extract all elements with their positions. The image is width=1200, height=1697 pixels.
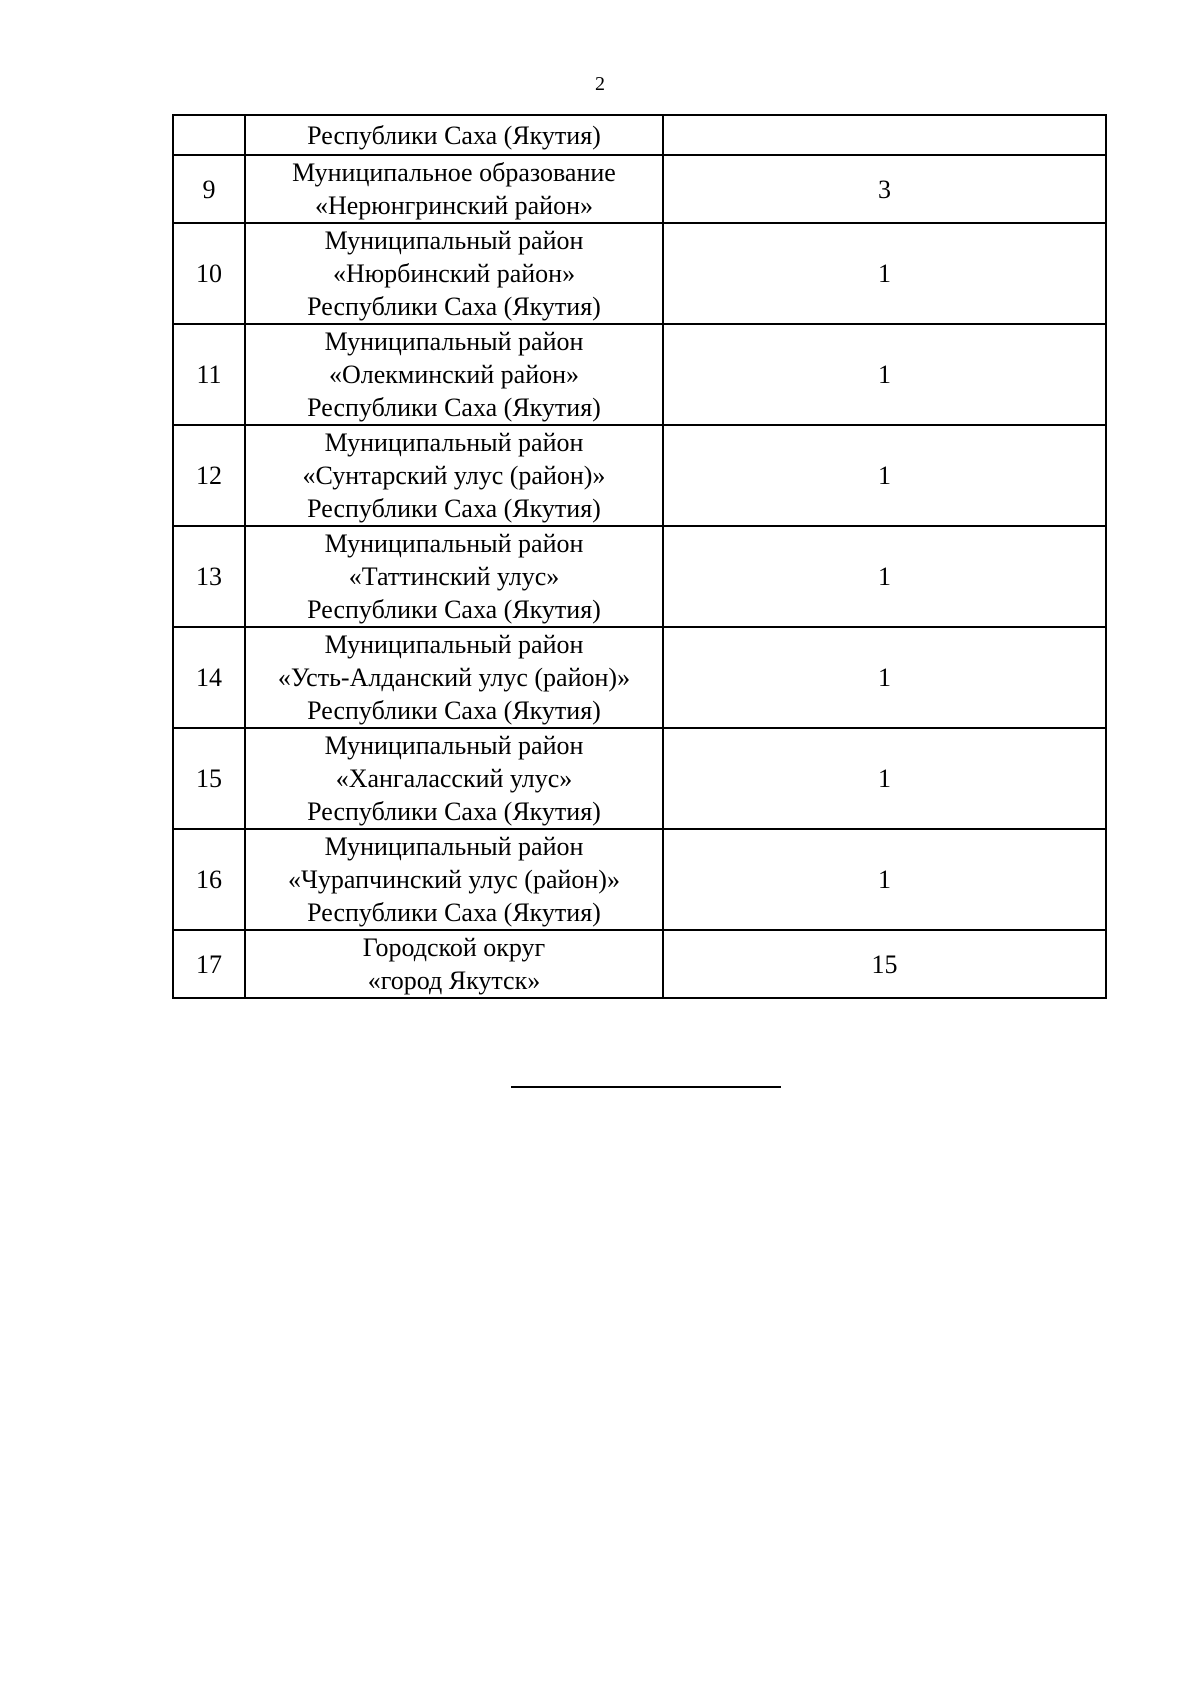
table-row <box>173 115 1106 155</box>
table-row <box>173 728 1106 829</box>
count-value <box>663 115 1106 155</box>
municipality-name <box>245 425 663 526</box>
name-line: Муниципальный район <box>324 327 584 356</box>
count-value: 1 <box>663 829 1106 930</box>
name-line: Муниципальный район <box>324 731 584 760</box>
count-value: 1 <box>663 425 1106 526</box>
table-row <box>173 526 1106 627</box>
name-line: Республики Саха (Якутия) <box>307 797 601 826</box>
municipality-name <box>245 930 663 998</box>
row-number: 12 <box>173 425 245 526</box>
name-line: Республики Саха (Якутия) <box>307 393 601 422</box>
row-number: 14 <box>173 627 245 728</box>
page-number: 2 <box>595 73 605 95</box>
municipality-name <box>245 829 663 930</box>
row-number: 9 <box>173 155 245 223</box>
table-row <box>173 155 1106 223</box>
row-number: 11 <box>173 324 245 425</box>
table-row <box>173 627 1106 728</box>
name-line: «Хангаласский улус» <box>335 764 573 793</box>
name-line: «Сунтарский улус (район)» <box>302 461 606 490</box>
name-line: «Чурапчинский улус (район)» <box>288 865 620 894</box>
table-row <box>173 829 1106 930</box>
count-value: 1 <box>663 526 1106 627</box>
name-line: Республики Саха (Якутия) <box>307 696 601 725</box>
name-line: «Таттинский улус» <box>348 562 560 591</box>
municipality-name <box>245 627 663 728</box>
name-line: «Олекминский район» <box>328 360 580 389</box>
count-value: 1 <box>663 728 1106 829</box>
name-line: «Нерюнгринский район» <box>314 191 593 220</box>
name-line: Республики Саха (Якутия) <box>307 120 601 150</box>
row-number: 13 <box>173 526 245 627</box>
row-number: 16 <box>173 829 245 930</box>
name-line: Республики Саха (Якутия) <box>307 292 601 321</box>
table-row <box>173 223 1106 324</box>
name-line: Муниципальный район <box>324 529 584 558</box>
municipalities-table <box>172 114 1107 999</box>
count-value: 1 <box>663 223 1106 324</box>
row-number: 17 <box>173 930 245 998</box>
count-value: 1 <box>663 324 1106 425</box>
count-value: 15 <box>663 930 1106 998</box>
table-row <box>173 324 1106 425</box>
municipality-name <box>245 115 663 155</box>
name-line: Муниципальный район <box>324 428 584 457</box>
name-line: «Усть-Алданский улус (район)» <box>277 663 631 692</box>
count-value: 1 <box>663 627 1106 728</box>
name-line: Муниципальный район <box>324 226 584 255</box>
name-line: Муниципальное образование <box>292 158 616 187</box>
municipality-name <box>245 728 663 829</box>
count-value: 3 <box>663 155 1106 223</box>
name-line: Муниципальный район <box>324 832 584 861</box>
row-number: 10 <box>173 223 245 324</box>
table-row <box>173 425 1106 526</box>
name-line: Республики Саха (Якутия) <box>307 898 601 927</box>
name-line: «город Якутск» <box>367 966 541 995</box>
row-number <box>173 115 245 155</box>
municipality-name <box>245 223 663 324</box>
name-line: Муниципальный район <box>324 630 584 659</box>
name-line: Республики Саха (Якутия) <box>307 494 601 523</box>
municipality-name <box>245 155 663 223</box>
municipality-name <box>245 526 663 627</box>
municipality-name <box>245 324 663 425</box>
name-line: Городской округ <box>362 933 546 962</box>
end-separator-line <box>511 1086 781 1088</box>
name-line: «Нюрбинский район» <box>332 259 576 288</box>
table-row <box>173 930 1106 998</box>
row-number: 15 <box>173 728 245 829</box>
name-line: Республики Саха (Якутия) <box>307 595 601 624</box>
